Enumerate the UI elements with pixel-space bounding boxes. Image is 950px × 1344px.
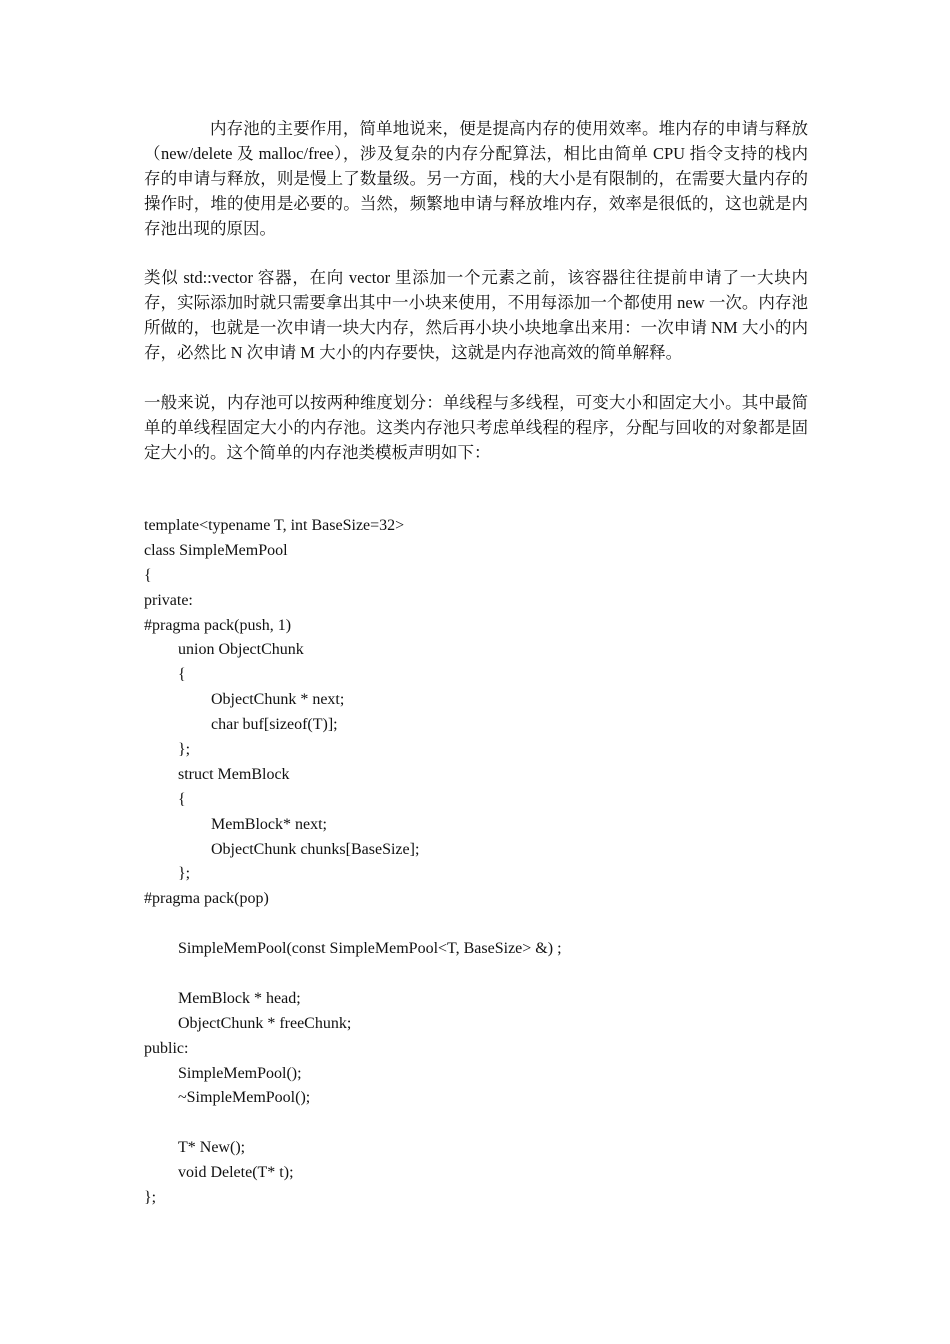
code-line: {	[144, 566, 152, 584]
code-line	[144, 962, 808, 987]
code-line: {	[178, 666, 186, 684]
code-line: public:	[144, 1039, 189, 1057]
code-line: };	[178, 741, 191, 759]
code-line: union ObjectChunk	[178, 641, 304, 659]
code-line: template<typename T, int BaseSize=32>	[144, 517, 405, 534]
code-line: SimpleMemPool();	[178, 1064, 302, 1082]
code-line: char buf[sizeof(T)];	[211, 716, 338, 734]
code-line: ObjectChunk * next;	[211, 691, 345, 709]
code-line: #pragma pack(push, 1)	[144, 616, 292, 634]
code-line: ObjectChunk * freeChunk;	[178, 1014, 352, 1032]
code-line	[144, 1111, 808, 1136]
code-line: class SimpleMemPool	[144, 541, 288, 559]
code-line: MemBlock* next;	[211, 815, 327, 833]
code-line: MemBlock * head;	[178, 989, 301, 1007]
code-line: {	[178, 790, 186, 808]
paragraph-intro: 内存池的主要作用，简单地说来，便是提高内存的使用效率。堆内存的申请与释放（new/delete 及 malloc/free），涉及复杂的内存分配算法，相比由简单 CPU 指令支持的栈内存的申请与释放，则是慢上了数量级。另一方面，栈的大小是有限制的，在需要大量内存的操作时，堆的使用是必要的。当然，频繁地申请与释放堆内存，效率是很低的，这也就是内存池出现的原因。	[144, 119, 808, 238]
code-line: };	[144, 1189, 157, 1207]
code-line: ObjectChunk chunks[BaseSize];	[211, 840, 420, 858]
code-line: private:	[144, 591, 193, 609]
code-line: ~SimpleMemPool();	[178, 1089, 311, 1107]
code-line: struct MemBlock	[178, 765, 290, 783]
code-line: T* New();	[178, 1139, 246, 1157]
code-line: #pragma pack(pop)	[144, 890, 269, 908]
code-line: void Delete(T* t);	[178, 1164, 294, 1182]
code-line	[144, 912, 808, 937]
code-block	[144, 514, 808, 1211]
paragraph-vector-analogy: 类似 std::vector 容器，在向 vector 里添加一个元素之前，该容器往往提前申请了一大块内存，实际添加时就只需要拿出其中一小块来使用，不用每添加一个都使用 new 一次。内存池所做的，也就是一次申请一块大内存，然后再小块小块地拿出来用：一次申请 NM 大小的内存，必然比 N 次申请 M 大小的内存要快，这就是内存池高效的简单解释。	[144, 268, 808, 362]
code-line: SimpleMemPool(const SimpleMemPool<T, BaseSize> &) ;	[178, 940, 562, 958]
paragraph-pool-classification: 一般来说，内存池可以按两种维度划分：单线程与多线程，可变大小和固定大小。其中最简单的单线程固定大小的内存池。这类内存池只考虑单线程的程序，分配与回收的对象都是固定大小的。这个简单的内存池类模板声明如下：	[144, 393, 808, 462]
code-line: };	[178, 865, 191, 883]
